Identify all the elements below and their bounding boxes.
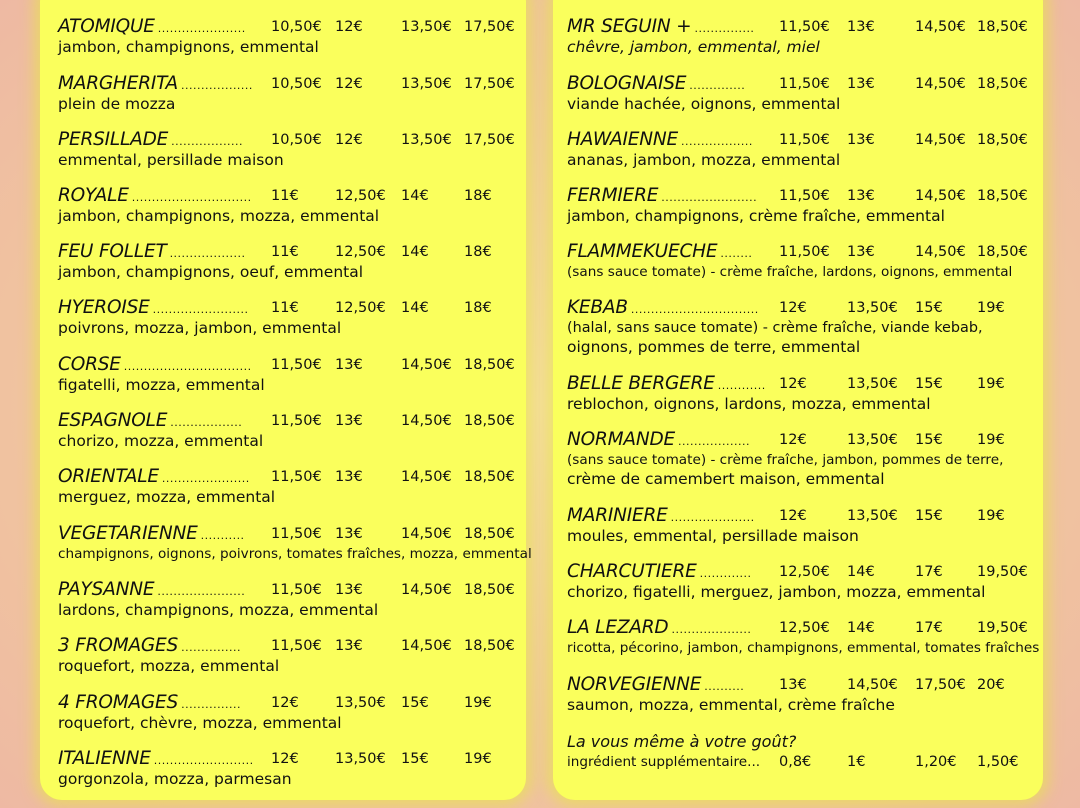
price-xl: 18,50€ — [464, 469, 515, 485]
price-large: 14€ — [401, 244, 429, 260]
dot-leader: .............................. — [131, 191, 252, 204]
menu-item-margherita — [58, 73, 526, 114]
pizza-name-text: MARGHERITA — [58, 73, 178, 94]
pizza-name — [567, 617, 751, 638]
price-xl: 19,50€ — [977, 564, 1028, 580]
price-small: 11,50€ — [271, 469, 322, 485]
price-xl: 18,50€ — [464, 582, 515, 598]
price-large: 17,50€ — [915, 677, 966, 693]
menu-item-row — [567, 373, 1043, 395]
menu-item-row — [567, 73, 1043, 95]
pizza-ingredients: jambon, champignons, emmental — [58, 38, 319, 56]
price-small: 11,50€ — [779, 76, 830, 92]
dot-leader: .................. — [180, 79, 253, 92]
menu-item-row — [567, 674, 1043, 696]
pizza-name-text: FERMIERE — [567, 185, 659, 206]
pizza-ingredients: oignons, pommes de terre, emmental — [567, 338, 861, 356]
price-medium: 13,50€ — [847, 300, 898, 316]
pizza-name — [58, 692, 241, 713]
price-medium: 13€ — [847, 132, 875, 148]
menu-item-row — [58, 523, 526, 545]
pizza-name-text: LA LEZARD — [567, 617, 669, 638]
pizza-ingredients: reblochon, oignons, lardons, mozza, emmental — [567, 395, 931, 413]
pizza-name — [58, 523, 245, 544]
menu-item-mariniere — [567, 505, 1043, 546]
pizza-ingredients: poivrons, mozza, jambon, emmental — [58, 319, 342, 337]
price-small: 11,50€ — [271, 526, 322, 542]
extra-ingredient-label: ingrédient supplémentaire... — [567, 754, 761, 770]
price-large: 13,50€ — [401, 76, 452, 92]
pizza-ingredients: (sans sauce tomate) - crème fraîche, jambon, pommes de terre, — [567, 452, 1004, 468]
price-large: 13,50€ — [401, 132, 452, 148]
price-large: 15€ — [401, 751, 429, 767]
pizza-name-text: ATOMIQUE — [58, 16, 155, 37]
pizza-name — [567, 505, 755, 526]
pizza-name-text: MR SEGUIN + — [567, 16, 692, 37]
price-small: 11€ — [271, 300, 299, 316]
dot-leader: ............... — [694, 22, 755, 35]
menu-item-row — [567, 185, 1043, 207]
price-large: 14,50€ — [401, 469, 452, 485]
price-large: 14,50€ — [915, 76, 966, 92]
menu-item-row — [567, 429, 1043, 451]
menu-item-norvegienne — [567, 674, 1043, 715]
price-small: 13€ — [779, 677, 807, 693]
pizza-ingredients: (sans sauce tomate) - crème fraîche, lardons, oignons, emmental — [567, 264, 1013, 280]
menu-item-espagnole — [58, 410, 526, 451]
menu-item-la-lezard — [567, 617, 1043, 658]
dot-leader: .......... — [704, 680, 745, 693]
dot-leader: ................... — [169, 247, 246, 260]
price-large: 15€ — [915, 376, 943, 392]
price-medium: 13,50€ — [335, 751, 386, 767]
dot-leader: .............. — [689, 79, 746, 92]
pizza-name-text: CORSE — [58, 354, 121, 375]
dot-leader: .................. — [170, 416, 243, 429]
menu-item-custom — [567, 732, 1043, 771]
price-medium: 13€ — [847, 76, 875, 92]
price-xl: 20€ — [977, 677, 1005, 693]
menu-item-hawaienne — [567, 129, 1043, 170]
menu-item-corse — [58, 354, 526, 395]
pizza-name-text: PAYSANNE — [58, 579, 155, 600]
pizza-name-text: MARINIERE — [567, 505, 668, 526]
price-xl: 17,50€ — [464, 76, 515, 92]
extra-price-medium: 1€ — [847, 754, 866, 770]
pizza-name-text: 3 FROMAGES — [58, 635, 179, 656]
price-medium: 13,50€ — [847, 508, 898, 524]
pizza-name — [58, 635, 241, 656]
price-medium: 12,50€ — [335, 188, 386, 204]
pizza-ingredients: champignons, oignons, poivrons, tomates fraîches, mozza, emmental — [58, 546, 532, 562]
menu-item-row — [58, 354, 526, 376]
dot-leader: ............ — [717, 379, 766, 392]
price-xl: 18,50€ — [977, 132, 1028, 148]
pizza-name-text: CHARCUTIERE — [567, 561, 697, 582]
price-small: 12€ — [271, 751, 299, 767]
price-xl: 19€ — [977, 376, 1005, 392]
pizza-ingredients: roquefort, chèvre, mozza, emmental — [58, 714, 342, 732]
extra-price-xl: 1,50€ — [977, 754, 1019, 770]
pizza-name — [58, 16, 246, 37]
menu-item-orientale — [58, 466, 526, 507]
price-medium: 12€ — [335, 76, 363, 92]
price-xl: 17,50€ — [464, 19, 515, 35]
price-medium: 13€ — [335, 413, 363, 429]
pizza-name-text: VEGETARIENNE — [58, 523, 198, 544]
price-large: 14,50€ — [401, 526, 452, 542]
price-small: 10,50€ — [271, 19, 322, 35]
price-small: 12€ — [271, 695, 299, 711]
price-small: 11,50€ — [779, 19, 830, 35]
menu-item-fermiere — [567, 185, 1043, 226]
dot-leader: ............. — [699, 567, 752, 580]
price-medium: 14€ — [847, 620, 875, 636]
price-large: 14,50€ — [401, 413, 452, 429]
price-xl: 18€ — [464, 244, 492, 260]
menu-item-flammekueche — [567, 241, 1043, 282]
menu-item-row — [58, 129, 526, 151]
pizza-name-text: ROYALE — [58, 185, 129, 206]
pizza-name-text: FEU FOLLET — [58, 241, 167, 262]
price-xl: 18,50€ — [977, 188, 1028, 204]
price-small: 12,50€ — [779, 620, 830, 636]
menu-item-royale — [58, 185, 526, 226]
pizza-name — [58, 410, 242, 431]
menu-panel-left — [40, 0, 532, 800]
price-large: 14,50€ — [401, 357, 452, 373]
pizza-ingredients: jambon, champignons, oeuf, emmental — [58, 263, 364, 281]
pizza-ingredients: moules, emmental, persillade maison — [567, 527, 859, 545]
menu-item-row — [58, 579, 526, 601]
price-xl: 19€ — [464, 751, 492, 767]
menu-item-kebab — [567, 297, 1043, 357]
menu-item-row — [58, 16, 526, 38]
pizza-name-text: PERSILLADE — [58, 129, 169, 150]
pizza-ingredients: roquefort, mozza, emmental — [58, 657, 280, 675]
price-small: 10,50€ — [271, 76, 322, 92]
menu-item-row — [58, 635, 526, 657]
price-medium: 13€ — [847, 188, 875, 204]
price-small: 11€ — [271, 188, 299, 204]
price-large: 14,50€ — [915, 132, 966, 148]
pizza-ingredients: viande hachée, oignons, emmental — [567, 95, 841, 113]
price-large: 14,50€ — [915, 244, 966, 260]
menu-item-row — [567, 241, 1043, 263]
dot-leader: ...................... — [161, 472, 250, 485]
menu-item-italienne — [58, 748, 526, 789]
pizza-ingredients: chorizo, figatelli, merguez, jambon, mozza, emmental — [567, 583, 986, 601]
dot-leader: ........................ — [661, 191, 758, 204]
price-small: 11€ — [271, 244, 299, 260]
pizza-ingredients: saumon, mozza, emmental, crème fraîche — [567, 696, 895, 714]
menu-item-row — [58, 466, 526, 488]
menu-item-charcutiere — [567, 561, 1043, 602]
dot-leader: ................................ — [630, 303, 759, 316]
price-small: 12€ — [779, 432, 807, 448]
price-xl: 19€ — [977, 508, 1005, 524]
pizza-ingredients: jambon, champignons, crème fraîche, emmental — [567, 207, 945, 225]
dot-leader: .................. — [678, 435, 750, 448]
pizza-ingredients: merguez, mozza, emmental — [58, 488, 276, 506]
price-large: 17€ — [915, 564, 943, 580]
dot-leader: .................. — [171, 135, 244, 148]
pizza-ingredients: crème de camembert maison, emmental — [567, 470, 885, 488]
menu-item-3-fromages — [58, 635, 526, 676]
menu-item-row — [58, 73, 526, 95]
price-medium: 12€ — [335, 132, 363, 148]
pizza-name — [58, 129, 243, 150]
menu-item-row — [58, 748, 526, 770]
menu-item-row — [567, 297, 1043, 319]
price-small: 10,50€ — [271, 132, 322, 148]
pizza-name — [567, 561, 752, 582]
pizza-ingredients: ananas, jambon, mozza, emmental — [567, 151, 841, 169]
menu-item-bolognaise — [567, 73, 1043, 114]
price-large: 15€ — [915, 508, 943, 524]
pizza-name — [58, 185, 252, 206]
pizza-name-text: FLAMMEKUECHE — [567, 241, 718, 262]
price-xl: 18,50€ — [464, 413, 515, 429]
price-large: 14,50€ — [915, 188, 966, 204]
dot-leader: ............... — [181, 698, 242, 711]
price-large: 14,50€ — [401, 582, 452, 598]
price-large: 13,50€ — [401, 19, 452, 35]
menu-panel-right — [553, 0, 1043, 800]
dot-leader: ......................... — [153, 754, 254, 767]
price-small: 12,50€ — [779, 564, 830, 580]
dot-leader: .................. — [680, 135, 753, 148]
price-small: 12€ — [779, 508, 807, 524]
pizza-name — [58, 579, 245, 600]
pizza-name — [58, 73, 253, 94]
price-xl: 18€ — [464, 300, 492, 316]
pizza-name-text: 4 FROMAGES — [58, 692, 179, 713]
price-large: 14€ — [401, 300, 429, 316]
dot-leader: ..................... — [670, 511, 755, 524]
menu-item-row — [567, 16, 1043, 38]
price-medium: 13€ — [335, 638, 363, 654]
pizza-ingredients: plein de mozza — [58, 95, 176, 113]
dot-leader: ........ — [720, 247, 753, 260]
custom-title: La vous même à votre goût? — [567, 732, 797, 751]
pizza-name — [567, 129, 753, 150]
price-medium: 12,50€ — [335, 300, 386, 316]
price-xl: 18,50€ — [977, 19, 1028, 35]
price-xl: 18,50€ — [464, 638, 515, 654]
pizza-name — [567, 16, 754, 37]
pizza-ingredients: (halal, sans sauce tomate) - crème fraîche, viande kebab, — [567, 320, 983, 336]
pizza-name — [58, 241, 246, 262]
price-xl: 18€ — [464, 188, 492, 204]
price-xl: 18,50€ — [464, 357, 515, 373]
price-xl: 18,50€ — [464, 526, 515, 542]
pizza-name-text: ESPAGNOLE — [58, 410, 168, 431]
price-xl: 19€ — [977, 300, 1005, 316]
price-small: 11,50€ — [779, 244, 830, 260]
dot-leader: ................................ — [123, 360, 252, 373]
price-xl: 19,50€ — [977, 620, 1028, 636]
price-large: 15€ — [915, 300, 943, 316]
dot-leader: ........................ — [152, 303, 249, 316]
price-medium: 14,50€ — [847, 677, 898, 693]
price-small: 11,50€ — [271, 582, 322, 598]
pizza-ingredients: lardons, champignons, mozza, emmental — [58, 601, 379, 619]
menu-item-persillade — [58, 129, 526, 170]
pizza-name — [58, 466, 250, 487]
price-medium: 13,50€ — [847, 432, 898, 448]
pizza-ingredients: figatelli, mozza, emmental — [58, 376, 265, 394]
pizza-name-text: NORMANDE — [567, 429, 676, 450]
menu-item-row — [567, 505, 1043, 527]
extra-price-large: 1,20€ — [915, 754, 957, 770]
pizza-ingredients: chorizo, mozza, emmental — [58, 432, 264, 450]
price-medium: 13€ — [335, 357, 363, 373]
price-medium: 13,50€ — [335, 695, 386, 711]
menu-item-row — [567, 129, 1043, 151]
price-medium: 13€ — [335, 469, 363, 485]
price-small: 11,50€ — [271, 638, 322, 654]
menu-item-row — [58, 297, 526, 319]
pizza-name — [567, 297, 759, 318]
menu-item-vegetarienne — [58, 523, 532, 564]
pizza-ingredients: gorgonzola, mozza, parmesan — [58, 770, 292, 788]
price-small: 11,50€ — [271, 413, 322, 429]
pizza-name — [567, 241, 752, 262]
price-xl: 18,50€ — [977, 76, 1028, 92]
pizza-name-text: ITALIENNE — [58, 748, 151, 769]
menu-item-feu-follet — [58, 241, 526, 282]
price-large: 17€ — [915, 620, 943, 636]
pizza-ingredients: chêvre, jambon, emmental, miel — [567, 38, 820, 56]
menu-item-paysanne — [58, 579, 526, 620]
price-small: 11,50€ — [779, 188, 830, 204]
menu-item-row — [58, 185, 526, 207]
price-medium: 12€ — [335, 19, 363, 35]
menu-item-hyeroise — [58, 297, 526, 338]
price-medium: 13€ — [335, 526, 363, 542]
pizza-ingredients: emmental, persillade maison — [58, 151, 284, 169]
pizza-name-text: NORVEGIENNE — [567, 674, 702, 695]
dot-leader: .................... — [671, 623, 752, 636]
price-medium: 13€ — [847, 19, 875, 35]
pizza-name — [567, 429, 750, 450]
menu-item-row — [58, 241, 526, 263]
price-medium: 14€ — [847, 564, 875, 580]
dot-leader: ...................... — [157, 585, 246, 598]
pizza-name — [58, 354, 252, 375]
dot-leader: ...................... — [157, 22, 246, 35]
price-large: 15€ — [915, 432, 943, 448]
extra-price-small: 0,8€ — [779, 754, 812, 770]
price-xl: 19€ — [464, 695, 492, 711]
pizza-name-text: KEBAB — [567, 297, 628, 318]
price-medium: 12,50€ — [335, 244, 386, 260]
pizza-name-text: BELLE BERGERE — [567, 373, 715, 394]
price-large: 14€ — [401, 188, 429, 204]
menu-item-normande — [567, 429, 1043, 489]
pizza-name — [58, 297, 249, 318]
menu-item-atomique — [58, 16, 526, 57]
price-xl: 19€ — [977, 432, 1005, 448]
menu-item-row — [567, 617, 1043, 639]
price-large: 14,50€ — [401, 638, 452, 654]
price-small: 12€ — [779, 300, 807, 316]
pizza-name — [567, 373, 766, 394]
pizza-name-text: ORIENTALE — [58, 466, 159, 487]
pizza-name — [567, 185, 757, 206]
menu-item-belle-bergere — [567, 373, 1043, 414]
price-small: 11,50€ — [779, 132, 830, 148]
menu-item-4-fromages — [58, 692, 526, 733]
pizza-name — [58, 748, 254, 769]
price-large: 15€ — [401, 695, 429, 711]
pizza-ingredients: jambon, champignons, mozza, emmental — [58, 207, 380, 225]
menu-item-row — [567, 561, 1043, 583]
price-small: 12€ — [779, 376, 807, 392]
pizza-name-text: BOLOGNAISE — [567, 73, 687, 94]
pizza-name — [567, 674, 744, 695]
price-xl: 18,50€ — [977, 244, 1028, 260]
price-xl: 17,50€ — [464, 132, 515, 148]
price-small: 11,50€ — [271, 357, 322, 373]
price-medium: 13€ — [847, 244, 875, 260]
menu-item-row — [58, 692, 526, 714]
dot-leader: ............... — [181, 641, 242, 654]
price-medium: 13€ — [335, 582, 363, 598]
pizza-name-text: HYEROISE — [58, 297, 150, 318]
pizza-name — [567, 73, 745, 94]
dot-leader: ........... — [200, 529, 245, 542]
pizza-ingredients: ricotta, pécorino, jambon, champignons, emmental, tomates fraîches — [567, 640, 1040, 656]
menu-item-mr-seguin — [567, 16, 1043, 57]
menu-item-row — [58, 410, 526, 432]
pizza-name-text: HAWAIENNE — [567, 129, 678, 150]
price-large: 14,50€ — [915, 19, 966, 35]
price-medium: 13,50€ — [847, 376, 898, 392]
